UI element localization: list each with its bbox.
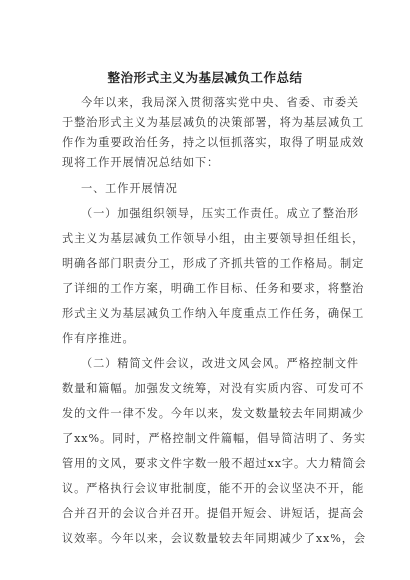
paragraph-line: 现将工作开展情况总结如下： <box>62 156 220 169</box>
paragraph-line: 今年以来，我局深入贯彻落实党中央、省委、市委关 <box>81 96 360 109</box>
paragraph-line: （二）精简文件会议，改进文风会风。严格控制文件 <box>81 357 360 370</box>
paragraph-line: 数量和篇幅。加强发文统筹，对没有实质内容、可发可不 <box>62 382 365 395</box>
paragraph-line: 形式主义为基层减负工作纳入年度重点工作任务，确保工 <box>62 307 365 320</box>
paragraph-line: 了详细的工作方案，明确工作目标、任务和要求，将整治 <box>62 282 365 295</box>
paragraph-line: 作作为重要政治任务，持之以恒抓落实，取得了明显成效 <box>62 136 365 149</box>
paragraph-line: 式主义为基层减负工作领导小组，由主要领导担任组长， <box>62 232 365 245</box>
paragraph-line: 议。严格执行会议审批制度，能不开的会议坚决不开，能 <box>62 482 365 495</box>
paragraph-line: （一）加强组织领导，压实工作责任。成立了整治形 <box>81 207 360 220</box>
paragraph-line: 议效率。今年以来，会议数量较去年同期减少了xx%，会 <box>62 532 366 545</box>
paragraph-line: 明确各部门职责分工，形成了齐抓共管的工作格局。制定 <box>62 257 365 270</box>
paragraph-line: 作有序推进。 <box>62 332 135 345</box>
paragraph-line: 了xx%。同时，严格控制文件篇幅，倡导简洁明了、务实 <box>62 432 366 445</box>
paragraph-line: 合并召开的会议合并召开。提倡开短会、讲短话，提高会 <box>62 507 365 520</box>
document-title: 整治形式主义为基层减负工作总结 <box>107 70 303 85</box>
section-heading: 一、工作开展情况 <box>81 182 178 195</box>
paragraph-line: 于整治形式主义为基层减负的决策部署，将为基层减负工 <box>62 116 365 129</box>
paragraph-line: 发的文件一律不发。今年以来，发文数量较去年同期减少 <box>62 407 365 420</box>
paragraph-line: 管用的文风，要求文件字数一般不超过xx字。大力精简会 <box>62 457 367 470</box>
